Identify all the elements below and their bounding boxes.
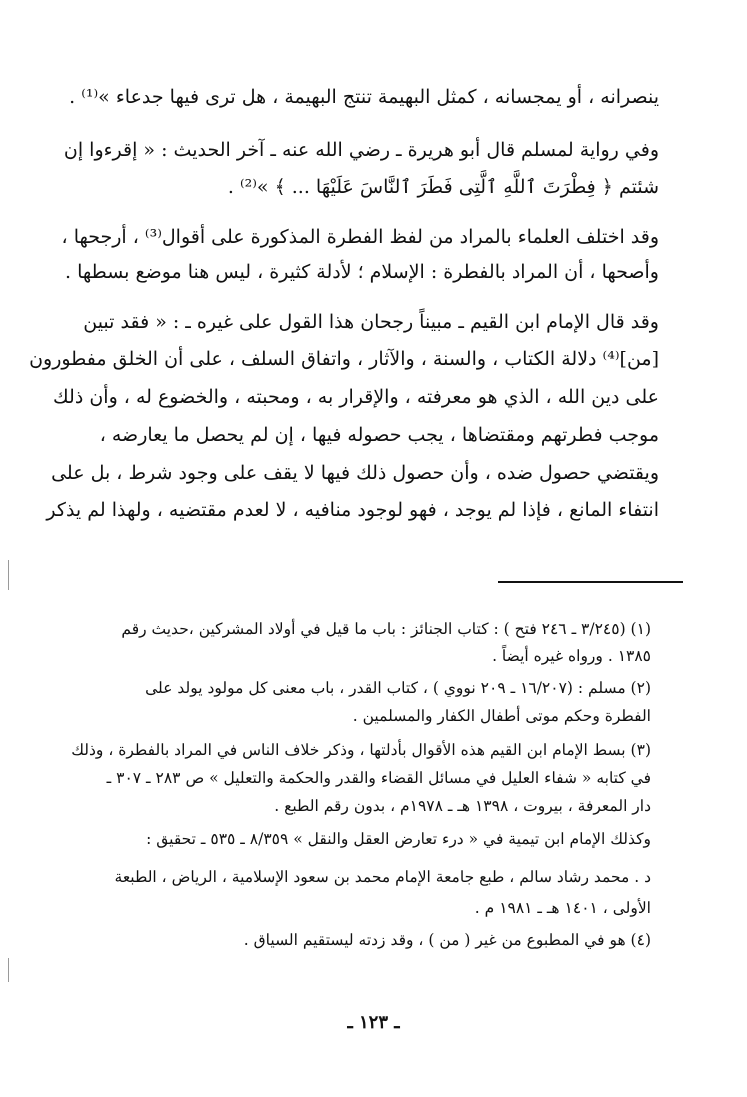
footnote-line: (٢) مسلم : (١٦/٢٠٧ ـ ٢٠٩ نووي ) ، كتاب القدر ، باب معنى كل مولود يولد على	[145, 679, 651, 697]
body-line: وقد قال الإمام ابن القيم ـ مبيناً رجحان هذا القول على غيره ـ : « فقد تبين	[83, 311, 659, 333]
body-line: شئتم ﴿ فِطْرَتَ ٱللَّهِ ٱلَّتِى فَطَرَ ٱلنَّاسَ عَلَيْهَا ... ﴾ »⁽²⁾ .	[227, 176, 659, 198]
footnote-line: د . محمد رشاد سالم ، طبع جامعة الإمام محمد بن سعود الإسلامية ، الرياض ، الطبعة	[114, 868, 651, 886]
footnote-line: وكذلك الإمام ابن تيمية في « درء تعارض العقل والنقل » ٨/٣٥٩ ـ ٥٣٥ ـ تحقيق :	[146, 830, 651, 848]
footnote-line: في كتابه « شفاء العليل في مسائل القضاء والقدر والحكمة والتعليل » ص ٢٨٣ ـ ٣٠٧ ـ	[106, 769, 651, 787]
scan-edge-mark	[8, 958, 9, 982]
body-line: [من]⁽⁴⁾ دلالة الكتاب ، والسنة ، والآثار ، واتفاق السلف ، على أن الخلق مفطورون	[29, 348, 659, 370]
body-line: موجب فطرتهم ومقتضاها ، يجب حصوله فيها ، إن لم يحصل ما يعارضه ،	[99, 424, 659, 446]
footnote-line: دار المعرفة ، بيروت ، ١٣٩٨ هـ ـ ١٩٧٨م ، بدون رقم الطبع .	[274, 797, 651, 815]
body-line: ويقتضي حصول ضده ، وأن حصول ذلك فيها لا يقف على وجود شرط ، بل على	[51, 462, 659, 484]
page-number: ـ ١٢٣ ـ	[347, 1012, 400, 1033]
body-line: وأصحها ، أن المراد بالفطرة : الإسلام ؛ لأدلة كثيرة ، ليس هنا موضع بسطها .	[64, 261, 659, 283]
footnote-line: (٣) بسط الإمام ابن القيم هذه الأقوال بأدلتها ، وذكر خلاف الناس في المراد بالفطرة ، وذلك	[71, 741, 651, 759]
footnote-line: ١٣٨٥ . ورواه غيره أيضاً .	[492, 647, 651, 665]
footnote-line: الفطرة وحكم موتى أطفال الكفار والمسلمين .	[352, 707, 651, 725]
footnote-line: (٤) هو في المطبوع من غير ( من ) ، وقد زدته ليستقيم السياق .	[243, 931, 651, 949]
footnote-line: (١) (٣/٢٤٥ ـ ٢٤٦ فتح ) : كتاب الجنائز : باب ما قيل في أولاد المشركين ،حديث رقم	[121, 620, 651, 638]
body-line: ينصرانه ، أو يمجسانه ، كمثل البهيمة تنتج البهيمة ، هل ترى فيها جدعاء »⁽¹⁾ .	[69, 86, 659, 108]
footnote-separator	[498, 581, 683, 583]
body-line: على دين الله ، الذي هو معرفته ، والإقرار به ، ومحبته ، والخضوع له ، وأن ذلك	[53, 386, 659, 408]
body-line: وقد اختلف العلماء بالمراد من لفظ الفطرة المذكورة على أقوال⁽³⁾ ، أرجحها ،	[61, 226, 659, 248]
footnote-line: الأولى ، ١٤٠١ هـ ـ ١٩٨١ م .	[474, 899, 651, 917]
scan-edge-mark	[8, 560, 9, 590]
body-line: انتفاء المانع ، فإذا لم يوجد ، فهو لوجود منافيه ، لا لعدم مقتضيه ، ولهذا لم يذكر	[46, 499, 659, 521]
body-line: وفي رواية لمسلم قال أبو هريرة ـ رضي الله عنه ـ آخر الحديث : « إقرءوا إن	[63, 139, 659, 161]
